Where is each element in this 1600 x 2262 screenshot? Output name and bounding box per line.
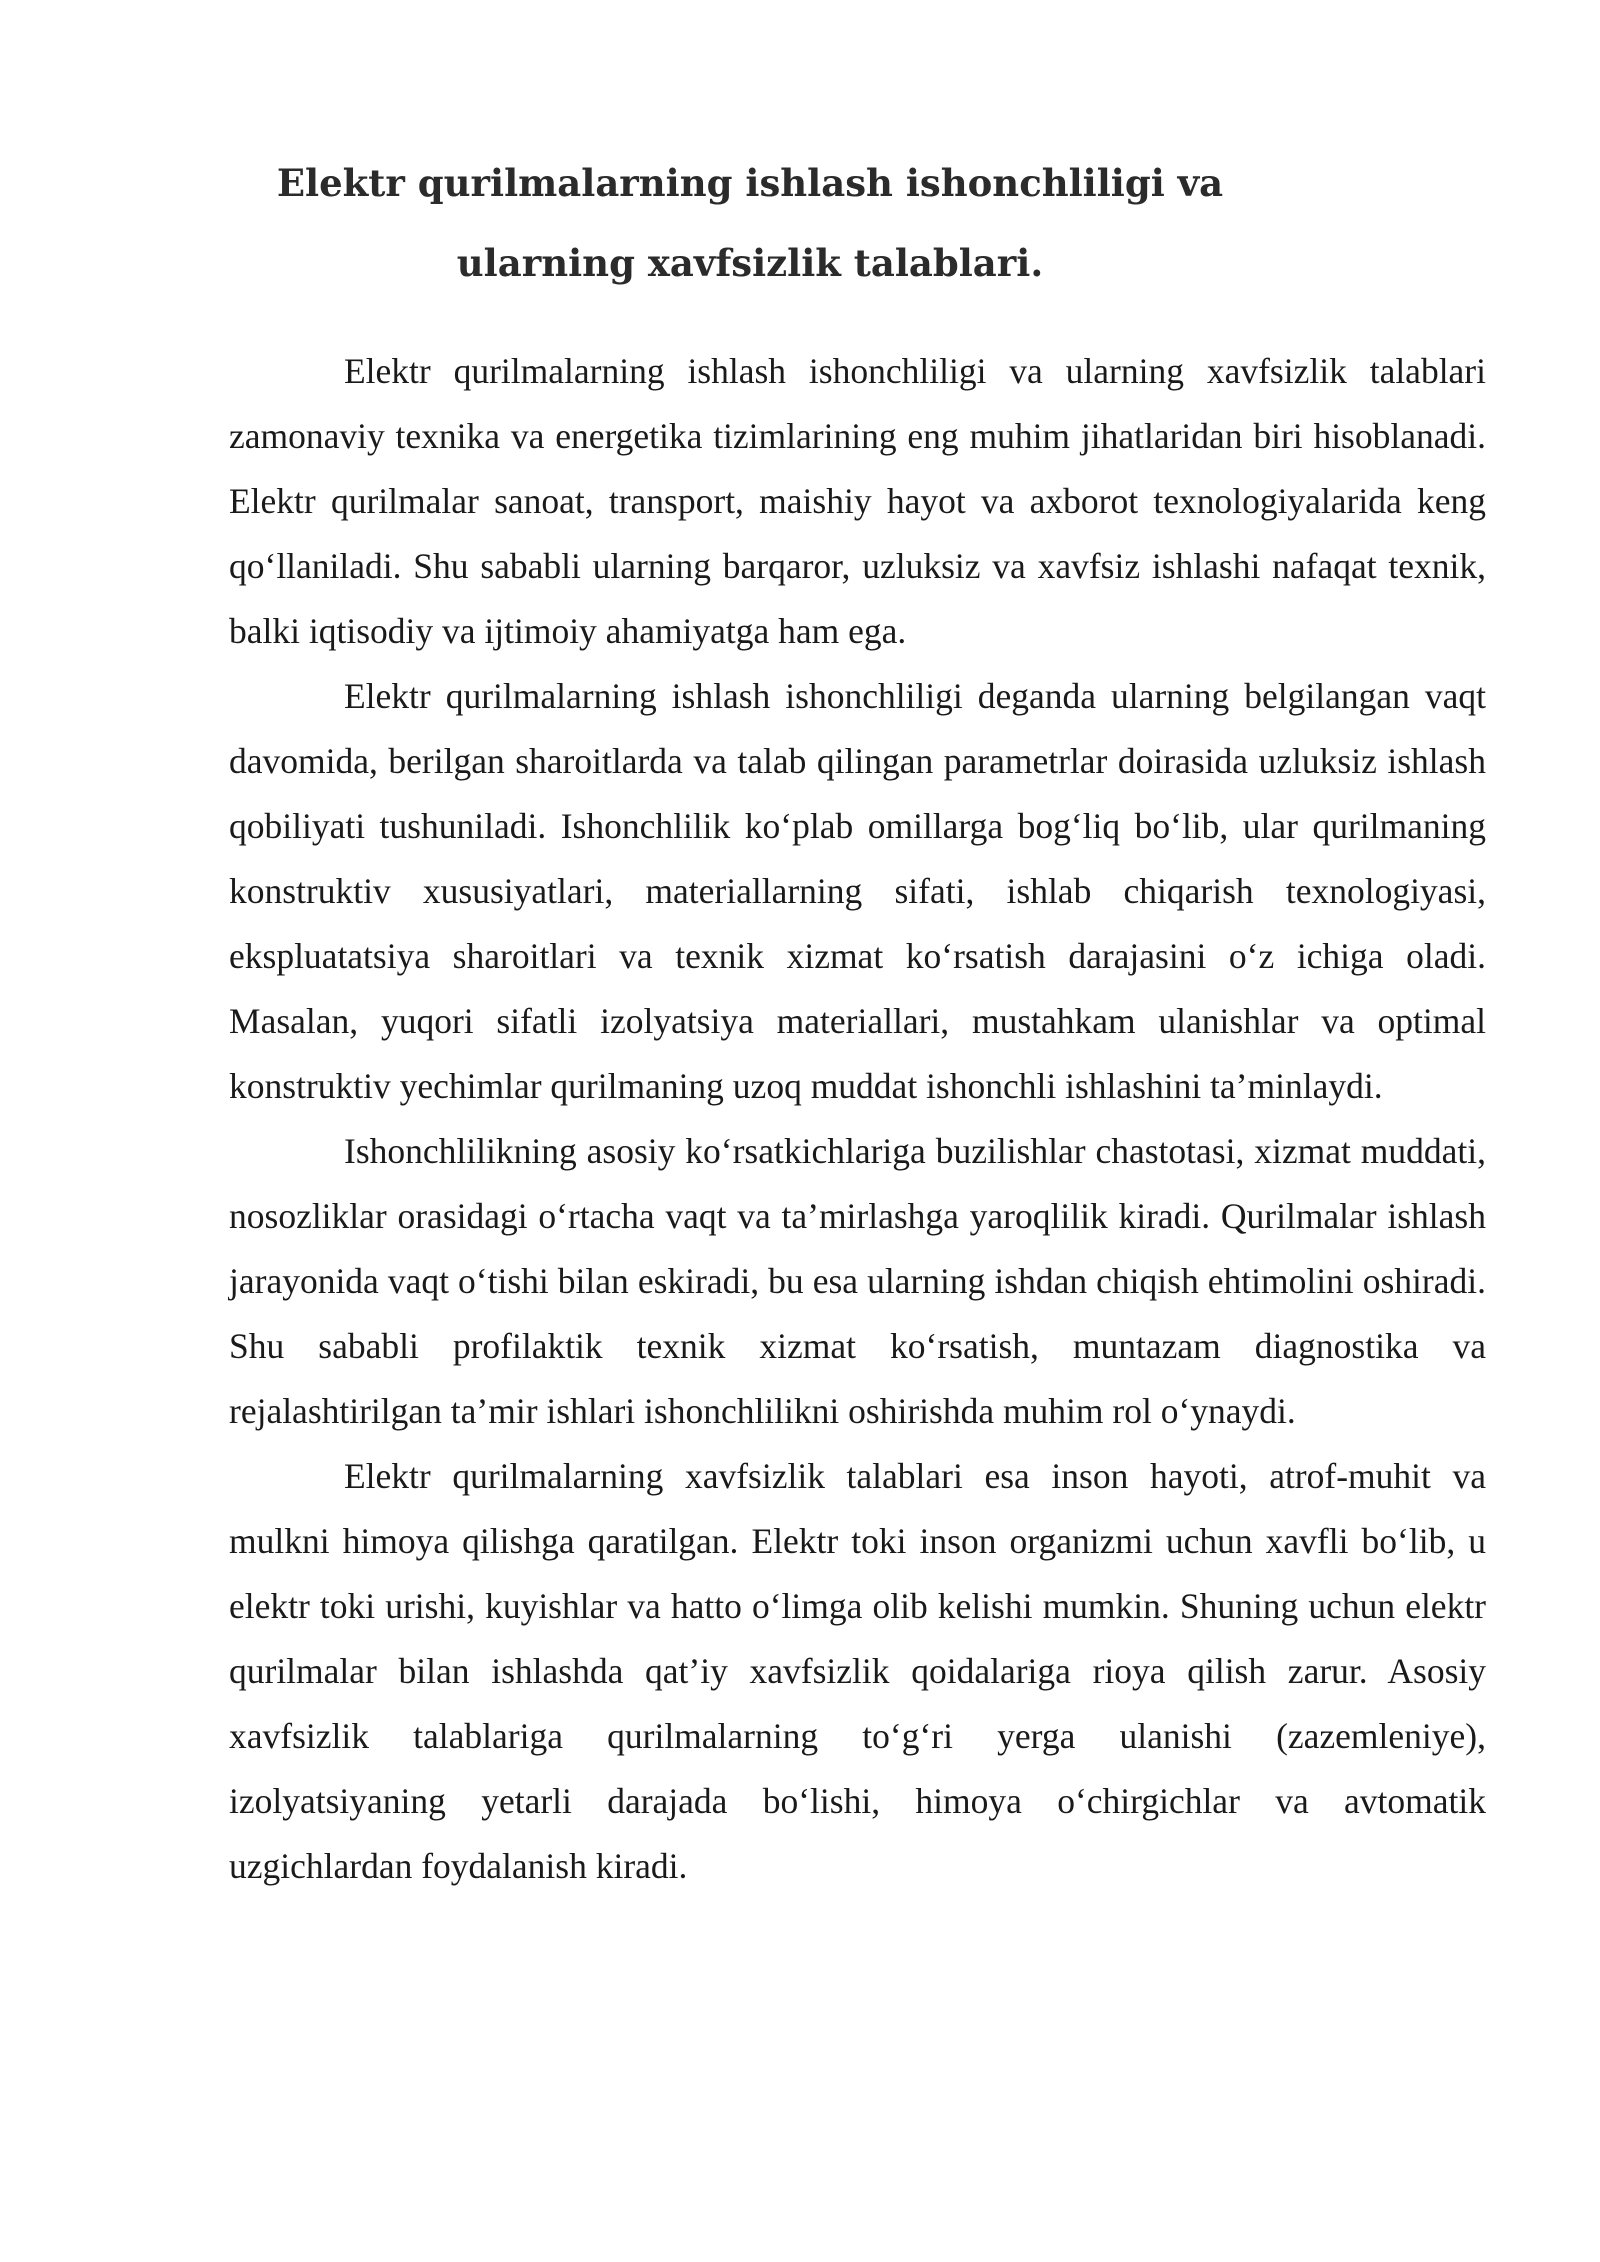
document-title: Elektr qurilmalarning ishlash ishonchliligi va ularning xavfsizlik talablari. <box>276 161 1224 285</box>
paragraph-4: Elektr qurilmalarning xavfsizlik talablari esa inson hayoti, atrof-muhit va mulkni himoya qilishga qaratilgan. Elektr toki inson organizmi uchun xavfli bo‘lib, u elektr toki urishi, kuyishlar va hatto o‘limga olib kelishi mumkin. Shuning uchun elektr qurilmalar bilan ishlashda qat’iy xavfsizlik qoidalariga rioya qilish zarur. Asosiy xavfsizlik talablariga qurilmalarning to‘g‘ri yerga ulanishi (zazemleniye), izolyatsiyaning yetarli darajada bo‘lishi, himoya o‘chirgichlar va avtomatik uzgichlardan foydalanish kiradi. <box>229 1456 1486 1886</box>
document-body <box>229 339 1486 1899</box>
paragraph-2: Elektr qurilmalarning ishlash ishonchliligi deganda ularning belgilangan vaqt davomida, berilgan sharoitlarda va talab qilingan parametrlar doirasida uzluksiz ishlash qobiliyati tushuniladi. Ishonchlilik ko‘plab omillarga bog‘liq bo‘lib, ular qurilmaning konstruktiv xususiyatlari, materiallarning sifati, ishlab chiqarish texnologiyasi, ekspluatatsiya sharoitlari va texnik xizmat ko‘rsatish darajasini o‘z ichiga oladi. Masalan, yuqori sifatli izolyatsiya materiallari, mustahkam ulanishlar va optimal konstruktiv yechimlar qurilmaning uzoq muddat ishonchli ishlashini ta’minlaydi. <box>229 676 1486 1106</box>
paragraph-1: Elektr qurilmalarning ishlash ishonchliligi va ularning xavfsizlik talablari zamonaviy texnika va energetika tizimlarining eng muhim jihatlaridan biri hisoblanadi. Elektr qurilmalar sanoat, transport, maishiy hayot va axborot texnologiyalarida keng qo‘llaniladi. Shu sababli ularning barqaror, uzluksiz va xavfsiz ishlashi nafaqat texnik, balki iqtisodiy va ijtimoiy ahamiyatga ham ega. <box>229 351 1486 651</box>
paragraph-3: Ishonchlilikning asosiy ko‘rsatkichlariga buzilishlar chastotasi, xizmat muddati, nosozliklar orasidagi o‘rtacha vaqt va ta’mirlashga yaroqlilik kiradi. Qurilmalar ishlash jarayonida vaqt o‘tishi bilan eskiradi, bu esa ularning ishdan chiqish ehtimolini oshiradi. Shu sababli profilaktik texnik xizmat ko‘rsatish, muntazam diagnostika va rejalashtirilgan ta’mir ishlari ishonchlilikni oshirishda muhim rol o‘ynaydi. <box>229 1131 1486 1431</box>
